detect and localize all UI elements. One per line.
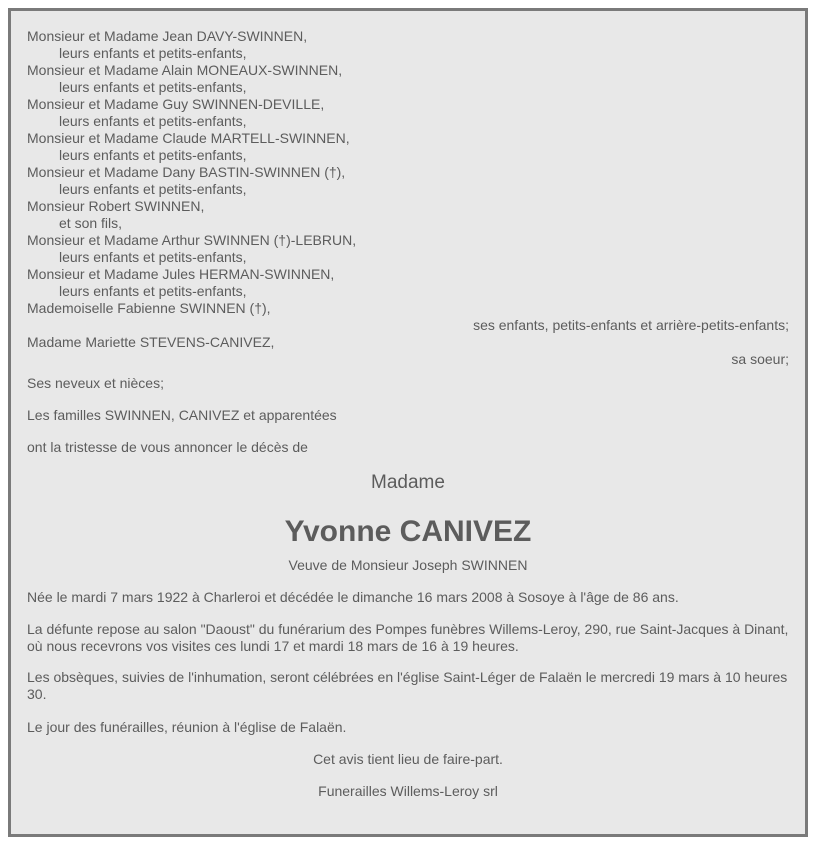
family-line: leurs enfants et petits-enfants, [59, 113, 247, 129]
birth-death-paragraph: Née le mardi 7 mars 1922 à Charleroi et décédée le dimanche 16 mars 2008 à Sosoye à l'âge de 86 ans. [27, 589, 679, 605]
family-line: Monsieur et Madame Jean DAVY-SWINNEN, [27, 28, 308, 44]
meeting-line: Le jour des funérailles, réunion à l'église de Falaën. [27, 719, 347, 735]
family-line: Monsieur et Madame Arthur SWINNEN (†)-LEBRUN, [27, 232, 357, 248]
family-list [27, 28, 789, 368]
visitation-paragraph: La défunte repose au salon "Daoust" du funérarium des Pompes funèbres Willems-Leroy, 290, rue Saint-Jacques à Dinant, où nous recevrons vos visites ces lundi 17 et mardi 18 mars de 16 à 19 heures. [27, 621, 789, 654]
family-line: leurs enfants et petits-enfants, [59, 181, 247, 197]
family-line: leurs enfants et petits-enfants, [59, 249, 247, 265]
family-line: Monsieur et Madame Jules HERMAN-SWINNEN, [27, 266, 335, 282]
notice-line: Cet avis tient lieu de faire-part. [313, 751, 503, 767]
announcement-line: ont la tristesse de vous annoncer le décès de [27, 439, 308, 455]
family-line: leurs enfants et petits-enfants, [59, 45, 247, 61]
obituary-frame [8, 8, 808, 837]
family-line: leurs enfants et petits-enfants, [59, 79, 247, 95]
company-line: Funerailles Willems-Leroy srl [318, 783, 498, 799]
family-line: Madame Mariette STEVENS-CANIVEZ, [27, 334, 275, 350]
obituary-content [27, 28, 789, 800]
deceased-title: Madame [371, 472, 445, 493]
family-line: et son fils, [59, 215, 123, 231]
family-line: Monsieur et Madame Dany BASTIN-SWINNEN (†), [27, 164, 346, 180]
family-line: sa soeur; [731, 351, 789, 367]
family-line: Mademoiselle Fabienne SWINNEN (†), [27, 300, 271, 316]
family-line: Monsieur et Madame Claude MARTELL-SWINNEN, [27, 130, 350, 146]
widow-line: Veuve de Monsieur Joseph SWINNEN [288, 557, 528, 573]
deceased-name: Yvonne CANIVEZ [284, 515, 532, 548]
family-line: ses enfants, petits-enfants et arrière-petits-enfants; [473, 317, 789, 333]
nephews-line: Ses neveux et nièces; [27, 375, 164, 391]
family-line: Monsieur et Madame Alain MONEAUX-SWINNEN, [27, 62, 343, 78]
funeral-paragraph: Les obsèques, suivies de l'inhumation, seront célébrées en l'église Saint-Léger de Falaën le mercredi 19 mars à 10 heures 30. [27, 669, 788, 702]
family-line: Monsieur et Madame Guy SWINNEN-DEVILLE, [27, 96, 325, 112]
families-line: Les familles SWINNEN, CANIVEZ et apparentées [27, 407, 337, 423]
family-line: leurs enfants et petits-enfants, [59, 147, 247, 163]
family-line: leurs enfants et petits-enfants, [59, 283, 247, 299]
family-line: Monsieur Robert SWINNEN, [27, 198, 205, 214]
